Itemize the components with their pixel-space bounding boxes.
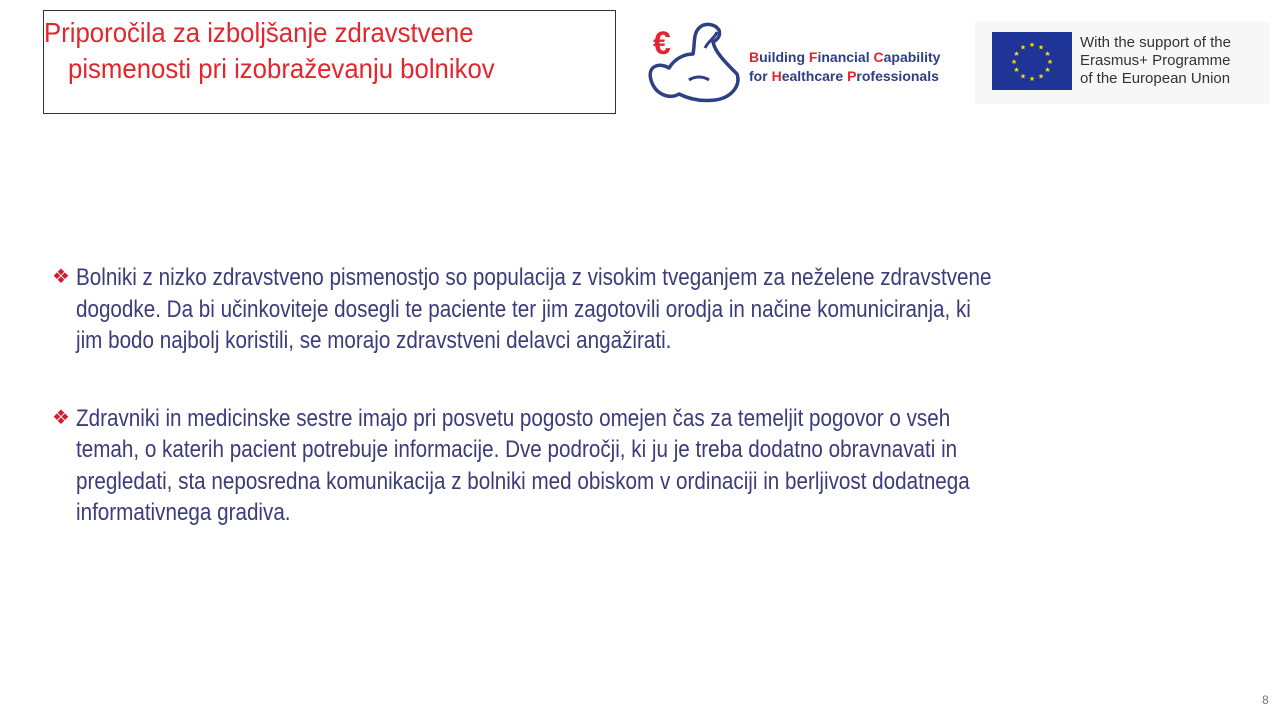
svg-text:★: ★ [1028,75,1036,83]
bullet-text [76,403,1079,529]
bullet-line: temah, o katerih pacient potrebuje informacije. Dve področji, ki ju je treba dodatno obravnavati in [76,436,958,463]
bullet-item [52,262,1242,357]
slide-body [52,262,1242,575]
bullet-text [76,262,1079,357]
slide-title-line-2: pismenosti pri izobraževanju bolnikov [68,53,495,84]
bullet-line: dogodke. Da bi učinkoviteje dosegli te paciente ter jim zagotovili orodja in načine komuniciranja, ki [76,295,971,323]
project-name-line-1: Building Financial Capability [749,49,941,65]
svg-text:★: ★ [1044,66,1051,74]
project-logo [645,18,955,108]
svg-text:€: € [653,25,671,61]
bullet-line: informativnega gradiva. [76,499,291,526]
svg-text:★: ★ [1037,43,1045,52]
diamond-bullet-icon: ❖ [52,406,70,429]
diamond-bullet-icon: ❖ [52,266,70,288]
eu-support-text [1080,34,1231,88]
svg-text:★: ★ [1013,50,1020,58]
svg-text:★: ★ [1019,43,1027,52]
svg-text:★: ★ [1010,58,1018,66]
project-name [749,48,940,86]
svg-text:★: ★ [1019,72,1027,81]
svg-text:★: ★ [1013,66,1020,74]
svg-text:★: ★ [1046,58,1054,66]
bullet-line: pregledati, sta neposredna komunikacija z bolniki med obiskom v ordinaciji in berljivost dodatnega [76,467,970,495]
slide-title-box [43,10,616,114]
flexed-arm-euro-icon [645,18,745,108]
eu-support-line-2: Erasmus+ Programme [1080,52,1231,69]
svg-text:★: ★ [1044,50,1051,58]
bullet-line: Bolniki z nizko zdravstveno pismenostjo so populacija z visokim tveganjem za neželene zdravstvene [76,264,992,291]
bullet-line: jim bodo najbolj koristili, se morajo zdravstveni delavci angažirati. [76,327,672,354]
bullet-item [52,403,1242,529]
eu-support-line-3: of the European Union [1080,70,1231,87]
svg-text:★: ★ [1028,41,1036,49]
slide-title-line-1: Priporočila za izboljšanje zdravstvene [44,17,474,48]
eu-flag-icon [992,32,1072,90]
svg-text:★: ★ [1037,72,1045,81]
bullet-line: Zdravniki in medicinske sestre imajo pri posvetu pogosto omejen čas za temeljit pogovor o vseh [76,404,951,432]
page-number: 8 [1262,693,1269,707]
eu-support-line-1: With the support of the [1080,34,1231,51]
project-name-line-2: for Healthcare Professionals [749,68,939,84]
eu-support-logo [975,22,1270,104]
